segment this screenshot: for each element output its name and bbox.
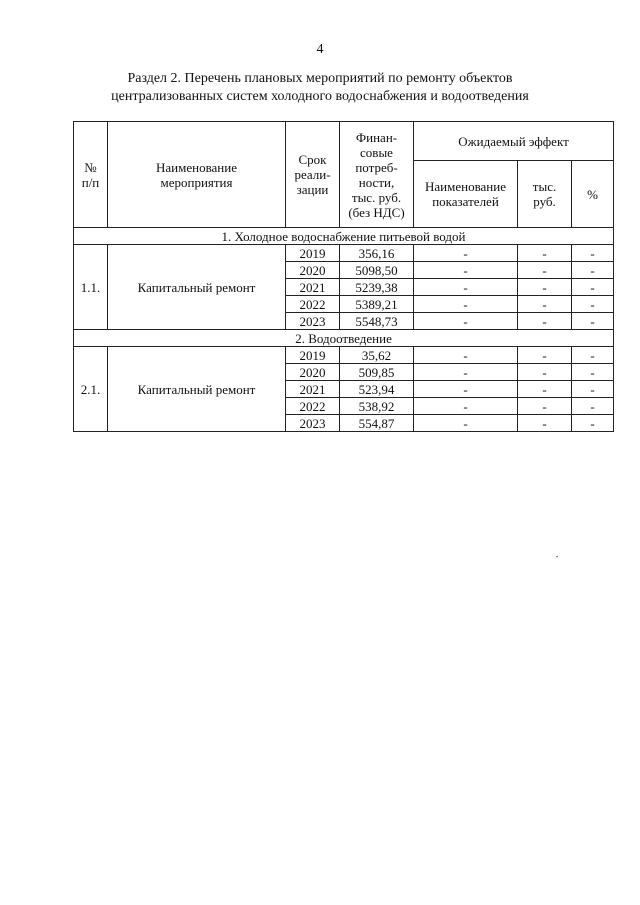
thousand-rub-cell: - bbox=[518, 381, 572, 398]
amount-cell: 538,92 bbox=[340, 398, 414, 415]
percent-cell: - bbox=[572, 364, 614, 381]
indicator-cell: - bbox=[414, 296, 518, 313]
year-cell: 2021 bbox=[286, 381, 340, 398]
section-title bbox=[60, 70, 580, 106]
percent-cell: - bbox=[572, 296, 614, 313]
section-row bbox=[74, 228, 614, 245]
thousand-rub-cell: - bbox=[518, 262, 572, 279]
header-term: Срок реали- зации bbox=[286, 122, 340, 228]
amount-cell: 509,85 bbox=[340, 364, 414, 381]
table-row bbox=[74, 347, 614, 364]
item-number: 1.1. bbox=[74, 245, 108, 330]
percent-cell: - bbox=[572, 381, 614, 398]
thousand-rub-cell: - bbox=[518, 279, 572, 296]
amount-cell: 5548,73 bbox=[340, 313, 414, 330]
year-cell: 2022 bbox=[286, 296, 340, 313]
section-heading: 2. Водоотведение bbox=[74, 330, 614, 347]
section-title-line: Раздел 2. Перечень плановых мероприятий по ремонту объектов bbox=[127, 71, 513, 86]
percent-cell: - bbox=[572, 347, 614, 364]
percent-cell: - bbox=[572, 262, 614, 279]
item-name: Капитальный ремонт bbox=[108, 245, 286, 330]
section-row bbox=[74, 330, 614, 347]
item-name: Капитальный ремонт bbox=[108, 347, 286, 432]
indicator-cell: - bbox=[414, 245, 518, 262]
year-cell: 2019 bbox=[286, 245, 340, 262]
thousand-rub-cell: - bbox=[518, 415, 572, 432]
thousand-rub-cell: - bbox=[518, 245, 572, 262]
header-indicator: Наименование показателей bbox=[414, 161, 518, 228]
thousand-rub-cell: - bbox=[518, 364, 572, 381]
amount-cell: 554,87 bbox=[340, 415, 414, 432]
item-number: 2.1. bbox=[74, 347, 108, 432]
year-cell: 2019 bbox=[286, 347, 340, 364]
amount-cell: 356,16 bbox=[340, 245, 414, 262]
amount-cell: 523,94 bbox=[340, 381, 414, 398]
header-name: Наименование мероприятия bbox=[108, 122, 286, 228]
table-row bbox=[74, 245, 614, 262]
indicator-cell: - bbox=[414, 347, 518, 364]
thousand-rub-cell: - bbox=[518, 347, 572, 364]
indicator-cell: - bbox=[414, 398, 518, 415]
thousand-rub-cell: - bbox=[518, 313, 572, 330]
thousand-rub-cell: - bbox=[518, 398, 572, 415]
amount-cell: 35,62 bbox=[340, 347, 414, 364]
percent-cell: - bbox=[572, 313, 614, 330]
year-cell: 2020 bbox=[286, 262, 340, 279]
header-thousand-rub: тыс. руб. bbox=[518, 161, 572, 228]
indicator-cell: - bbox=[414, 381, 518, 398]
percent-cell: - bbox=[572, 398, 614, 415]
header-row bbox=[74, 122, 614, 161]
year-cell: 2022 bbox=[286, 398, 340, 415]
stray-mark bbox=[556, 556, 558, 558]
amount-cell: 5098,50 bbox=[340, 262, 414, 279]
percent-cell: - bbox=[572, 279, 614, 296]
plan-table bbox=[73, 121, 614, 432]
indicator-cell: - bbox=[414, 279, 518, 296]
header-finance: Финан- совые потреб- ности, тыс. руб. (без НДС) bbox=[340, 122, 414, 228]
year-cell: 2023 bbox=[286, 415, 340, 432]
thousand-rub-cell: - bbox=[518, 296, 572, 313]
year-cell: 2021 bbox=[286, 279, 340, 296]
amount-cell: 5239,38 bbox=[340, 279, 414, 296]
indicator-cell: - bbox=[414, 313, 518, 330]
indicator-cell: - bbox=[414, 262, 518, 279]
header-num: № п/п bbox=[74, 122, 108, 228]
header-percent: % bbox=[572, 161, 614, 228]
amount-cell: 5389,21 bbox=[340, 296, 414, 313]
year-cell: 2023 bbox=[286, 313, 340, 330]
indicator-cell: - bbox=[414, 415, 518, 432]
section-title-line: централизованных систем холодного водоснабжения и водоотведения bbox=[111, 89, 529, 104]
header-effect: Ожидаемый эффект bbox=[414, 122, 614, 161]
indicator-cell: - bbox=[414, 364, 518, 381]
year-cell: 2020 bbox=[286, 364, 340, 381]
percent-cell: - bbox=[572, 245, 614, 262]
page-number: 4 bbox=[316, 42, 324, 57]
section-heading: 1. Холодное водоснабжение питьевой водой bbox=[74, 228, 614, 245]
percent-cell: - bbox=[572, 415, 614, 432]
